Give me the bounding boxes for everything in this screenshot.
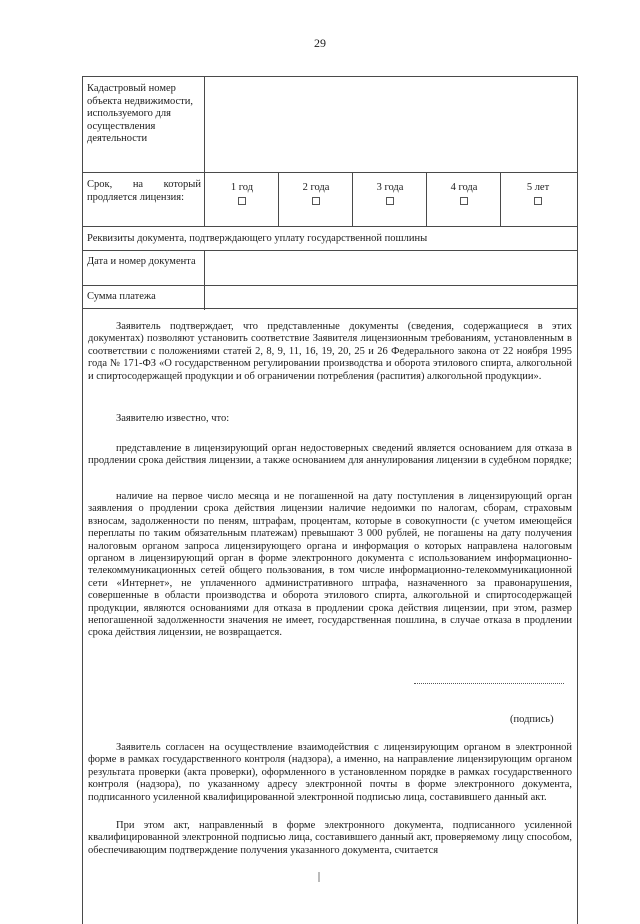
- aware-item-1-block: [88, 443, 572, 468]
- cadastral-value-cell[interactable]: [205, 77, 577, 173]
- term-3-checkbox[interactable]: [386, 197, 394, 205]
- term-option-5[interactable]: [502, 181, 574, 210]
- doc-date-label: Дата и номер документа: [87, 256, 196, 267]
- term-option-1-label: 1 год: [230, 182, 254, 193]
- aware-item-1: представление в лицензирующий орган недостоверных сведений является основанием для отказа в продлении срока действия лицензии, а также основанием для аннулирования лицензии в судебном порядке;: [88, 443, 572, 467]
- act-paragraph-block: [88, 820, 572, 857]
- term-2-checkbox[interactable]: [312, 197, 320, 205]
- term-option-1[interactable]: [206, 181, 278, 210]
- payment-amount-row: [82, 285, 578, 309]
- term-option-3-label: 3 года: [376, 182, 404, 193]
- confirm-paragraph-block: [88, 321, 572, 383]
- signature-label: (подпись): [510, 714, 554, 725]
- term-option-2[interactable]: [280, 181, 352, 210]
- scan-mark: [318, 872, 320, 882]
- confirm-paragraph: Заявитель подтверждает, что представленные документы (сведения, содержащиеся в этих документах) позволяют установить соответствие Заявителя лицензионным требованиям, установленным в соответствии с положениями статей 2, 8, 9, 11, 16, 19, 20, 25 и 26 Федерального закона от 22 ноября 1995 года № 171-ФЗ «О государственном регулировании производства и оборота этилового спирта, алкогольной и спиртосодержащей продукции и об ограничении потребления (распития) алкогольной продукции».: [88, 321, 572, 382]
- payment-header: Реквизиты документа, подтверждающего уплату государственной пошлины: [87, 233, 428, 244]
- signature-line[interactable]: [414, 683, 564, 684]
- aware-intro: Заявителю известно, что:: [116, 413, 230, 424]
- act-paragraph: При этом акт, направленный в форме электронного документа, подписанного усиленной квалифицированной электронной подписью лица, составившего данный акт, проверяемому лицу способом, обеспечивающим подтверждение получения указанного документа, считается: [88, 820, 572, 856]
- page-number: 29: [314, 36, 326, 50]
- term-5-checkbox[interactable]: [534, 197, 542, 205]
- term-4-checkbox[interactable]: [460, 197, 468, 205]
- term-option-2-label: 2 года: [302, 182, 330, 193]
- consent-paragraph-block: [88, 742, 572, 804]
- term-option-5-label: 5 лет: [526, 182, 550, 193]
- license-term-label: Срок, на который продляется лицензия:: [87, 179, 201, 203]
- payment-header-row: [82, 226, 578, 250]
- license-term-row: [82, 172, 578, 226]
- doc-date-value-cell[interactable]: [205, 251, 577, 286]
- term-option-4[interactable]: [428, 181, 500, 210]
- term-option-3[interactable]: [354, 181, 426, 210]
- cadastral-row: [82, 76, 578, 172]
- term-option-4-label: 4 года: [450, 182, 478, 193]
- aware-intro-block: [88, 413, 572, 425]
- consent-paragraph: Заявитель согласен на осуществление взаимодействия с лицензирующим органом в электронной форме в рамках государственного контроля (надзора), а именно, на направление лицензирующим органом результата проверки (акта проверки), оформленного в установленном порядке в рамках государственного контроля (надзора), по указанному адресу электронной почты в форме электронного документа, подписанного усиленной квалифицированной электронной подписью лица, составившего данный акт.: [88, 742, 572, 803]
- aware-item-2: наличие на первое число месяца и не погашенной на дату поступления в лицензирующий орган заявления о продлении срока действия лицензии наличие недоимки по налогам, сборам, страховым взносам, задолженности по пеням, штрафам, процентам, которые в совокупности (с учетом имеющейся переплаты по таким обязательным платежам) превышают 3 000 рублей, не погашены на дату получения налоговым органом запроса лицензирующего органа и информация о которых направлена налоговым органом в лицензирующий орган в форме электронного документа с использованием информационно-телекоммуникационных сетей общего пользования, в том числе информационно-телекоммуникационной сети «Интернет», не уплаченного административного штрафа, назначенного за правонарушения, совершенные в области производства и оборота этилового спирта, алкогольной и спиртосодержащей продукции, являются основаниями для отказа в продлении срока действия лицензии, при этом, размер непогашенной задолженности значения не имеет, государственная пошлина, в случае отказа в продлении срока действия лицензии, не возвращается.: [88, 491, 572, 639]
- payment-amount-value-cell[interactable]: [205, 286, 577, 310]
- cadastral-label: Кадастровый номер объекта недвижимости, используемого для осуществления деятельности: [87, 83, 193, 144]
- doc-date-row: [82, 250, 578, 285]
- aware-item-2-block: [88, 491, 572, 640]
- term-1-checkbox[interactable]: [238, 197, 246, 205]
- payment-amount-label: Сумма платежа: [87, 291, 156, 302]
